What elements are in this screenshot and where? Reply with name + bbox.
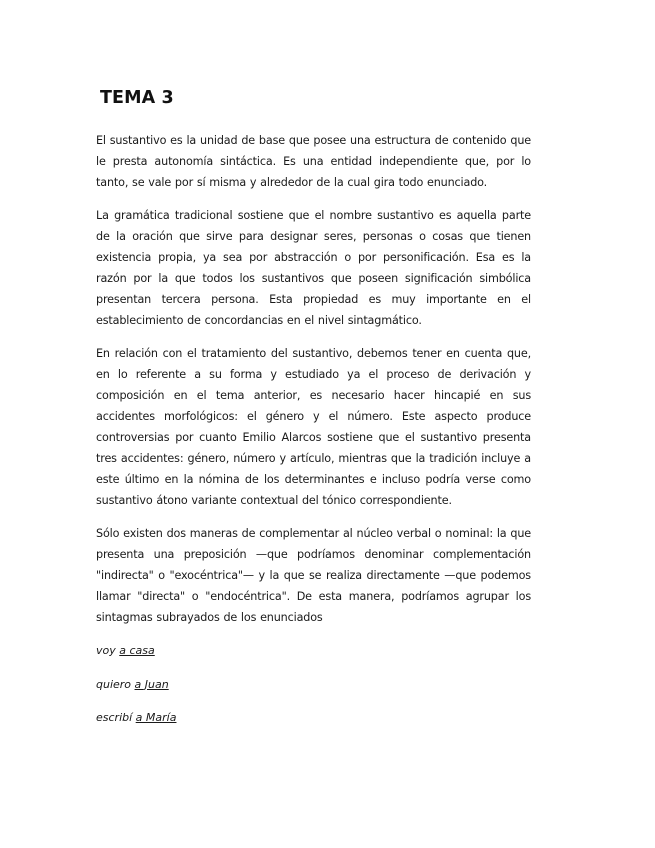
page-title: TEMA 3 [100, 88, 174, 108]
example-sentence-1 [96, 640, 531, 674]
example-verb: voy [96, 644, 116, 657]
example-sentence-3 [96, 707, 531, 741]
paragraph-2: La gramática tradicional sostiene que el nombre sustantivo es aquella parte de la oración que sirve para designar seres, personas o cosas que tienen existencia propia, ya sea por abstracción o por personificación. Esa es la razón por la que todos los sustantivos que poseen significación simbólica presentan tercera persona. Esta propiedad es muy importante en el establecimiento de concordancias en el nivel sintagmático. [96, 209, 531, 327]
example-verb: quiero [96, 677, 132, 691]
document-body [96, 130, 531, 741]
paragraph-4: Sólo existen dos maneras de complementar al núcleo verbal o nominal: la que presenta una preposición —que podríamos denominar complementación "indirecta" o "exocéntrica"— y la que se realiza directamente —que podemos llamar "directa" o "endocéntrica". De esta manera, podríamos agrupar los sintagmas subrayados de los enunciados [96, 527, 531, 624]
example-sentence-2 [96, 674, 531, 708]
paragraph-3: En relación con el tratamiento del sustantivo, debemos tener en cuenta que, en lo referente a su forma y estudiado ya el proceso de derivación y composición en el tema anterior, es necesario hacer hincapié en sus accidentes morfológicos: el género y el número. Este aspecto produce controversias por cuanto Emilio Alarcos sostiene que el sustantivo presenta tres accidentes: género, número y artículo, mientras que la tradición incluye a este último en la nómina de los determinantes e incluso podría verse como sustantivo átono variante contextual del tónico correspondiente. [96, 347, 531, 507]
example-underlined-complement: a casa [119, 644, 155, 657]
example-verb: escribí [96, 711, 133, 724]
example-underlined-complement: a Juan [134, 677, 169, 691]
example-underlined-complement: a María [135, 711, 177, 724]
paragraph-1: El sustantivo es la unidad de base que posee una estructura de contenido que le presta autonomía sintáctica. Es una entidad independiente que, por lo tanto, se vale por sí misma y alrededor de la cual gira todo enunciado. [96, 134, 531, 189]
